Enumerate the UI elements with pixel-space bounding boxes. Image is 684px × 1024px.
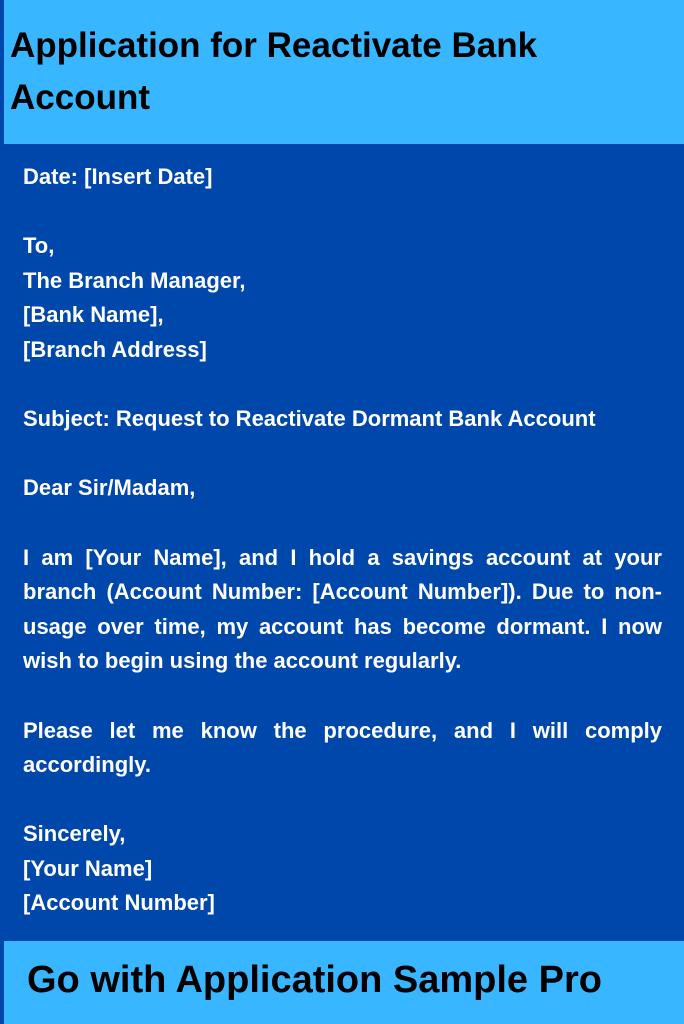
footer-banner xyxy=(0,941,684,1024)
letter-body xyxy=(23,160,662,921)
branch-address-line: [Branch Address] xyxy=(23,336,207,362)
spacer xyxy=(23,679,662,714)
body-paragraph: I am [Your Name], and I hold a savings account at your branch (Account Number: [Account Number]). Due to non-usage over time, my account has become dormant. I now wish to begin using the account regularly. xyxy=(23,544,662,674)
recipient-line: The Branch Manager, xyxy=(23,267,246,293)
footer-tagline: Go with Application Sample Pro xyxy=(27,959,602,1001)
spacer xyxy=(23,506,662,541)
bank-name-line: [Bank Name], xyxy=(23,302,164,328)
spacer xyxy=(23,783,662,818)
subject-line: Subject: Request to Reactivate Dormant Bank Account xyxy=(23,406,596,432)
to-line: To, xyxy=(23,233,55,259)
signature-account: [Account Number] xyxy=(23,890,215,916)
spacer xyxy=(23,437,662,472)
header-banner xyxy=(0,0,684,144)
closing-line: Sincerely, xyxy=(23,821,126,847)
salutation-line: Dear Sir/Madam, xyxy=(23,475,196,501)
spacer xyxy=(23,368,662,403)
spacer xyxy=(23,195,662,230)
date-line: Date: [Insert Date] xyxy=(23,164,213,189)
body-paragraph: Please let me know the procedure, and I will comply accordingly. xyxy=(23,717,662,778)
page-title: Application for Reactivate Bank Account xyxy=(10,26,538,117)
signature-name: [Your Name] xyxy=(23,855,153,881)
